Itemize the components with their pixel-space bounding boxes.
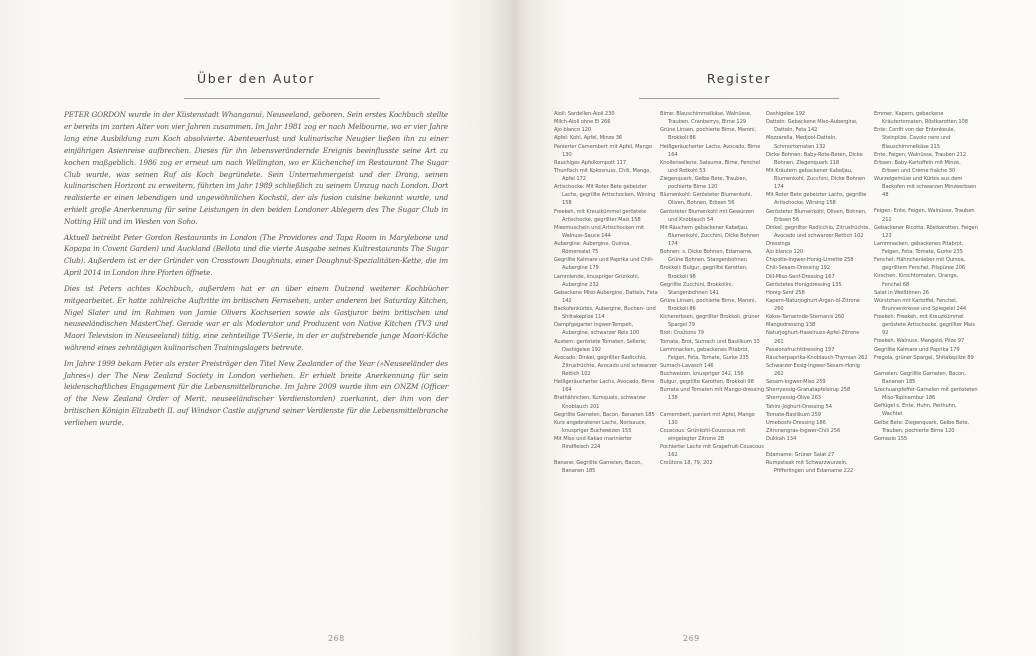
- index-entry: Dressings: [766, 241, 791, 247]
- right-page: [513, 0, 1036, 656]
- index-entry: Ziegenquark, Gelbe Bete, Trauben, pochierte Birne 120: [660, 176, 748, 191]
- index-entry: Gegrillte Garnelen, Bacon, Bananen 185: [554, 411, 655, 418]
- index-entry: Sherryessig-Olive 263: [766, 395, 821, 402]
- index-entry: Lammlende, knuspriger Grünkohl, Aubergine 232: [554, 273, 640, 288]
- index-entry: Brot: Croûtons 79: [660, 330, 704, 337]
- index-entry: Rauchiges Apfelkompott 117: [554, 159, 627, 166]
- index-entry: Thunfisch mit Kokosnuss, Chili, Mango, Apfel 172: [554, 167, 651, 182]
- index-entry: Salat in Weißtönen 26: [874, 289, 929, 296]
- index-entry: Miesmuscheln und Artischocken mit Walnuss-Sauce 144: [554, 224, 645, 239]
- index-entry: Dashigelee 192: [766, 111, 805, 117]
- index-entry: Geflügel s. Ente, Huhn, Perlhuhn, Wachtel: [874, 403, 957, 418]
- index-entry: Heißgeräucherter Lachs, Avocado, Birne 164: [554, 379, 655, 394]
- index-entry: Camembert, paniert mit Apfel, Mango 130: [660, 411, 755, 426]
- index-entry: Edamame: Grüner Salat 27: [766, 452, 835, 459]
- index-letter-gap: [554, 451, 658, 459]
- index-entry: Milch-Aioli ohne Ei 266: [554, 119, 611, 126]
- index-entry: Szechuanpfeffer-Garnelen mit gerösteten Miso-Topinambur 186: [874, 387, 978, 402]
- index-entry: Zitronengras-Ingwer-Chili 256: [766, 427, 841, 434]
- index-entry: Kapern-Naturjoghurt-Argan-öl-Zitrone 260: [766, 297, 860, 312]
- index-entry: Croûtons 18, 79, 202: [660, 460, 713, 467]
- index-column: [874, 110, 978, 443]
- index-entry: Honig-Senf 258: [766, 289, 805, 296]
- index-entry: Banane: Gegrillte Garnelen, Bacon, Bananen 185: [554, 460, 643, 475]
- index-entry: Umeboshi-Dressing 186: [766, 419, 826, 426]
- index-entry: Freekeh, mit Kreuzkümmel geröstete Artischocke, gegrillter Mais 158: [554, 208, 647, 223]
- index-entry: Geröstetes Honigdressing 135: [766, 281, 842, 288]
- index-entry: Passionsfruchtdressing 197: [766, 346, 835, 353]
- author-biography: [64, 109, 448, 433]
- index-entry: Artischocke: Mit Roter Bete gebeizter Lachs, gegrillte Artischocken, Wirsing 158: [554, 184, 656, 207]
- index-entry: Dicke Bohnen: Baby-Rote-Beten, Dicke Bohnen, Ziegenquark 118: [766, 151, 863, 166]
- index-entry: Aubergine: Aubergine, Quinoa, Römersalat 75: [554, 241, 631, 256]
- index-entry: Backofenkürbis, Aubergine, Buchen- und Shiitakepilze 114: [554, 306, 656, 321]
- page-number: 269: [683, 634, 700, 643]
- index-entry: Mit Roter Bete gebeizter Lachs, gegrillte Artischocke, Wirsing 158: [766, 192, 867, 207]
- bio-paragraph: Im Jahre 1999 bekam Peter als erster Preisträger den Titel New Zealander of the Year (»Neuseeländer des Jahres«) der The New Zealand Society in London verliehen. Er erhielt breite Anerkennung für sein leidenschaftliches Engagement für die Lebensmittelbranche. Im Jahre 2009 wurde ihm ein ONZM (Officer of the New Zealand Order of Merit, neuseeländischer Verdienstorden) zuerkannt, der ihm von der britischen Königin Elizabeth II. auf Windsor Castle aufgrund seiner Verdienste für die Lebensmittelbranche verliehen wurde.: [64, 358, 448, 428]
- index-letter-gap: [766, 443, 870, 451]
- index-entry: Mit Miso und Kakao marinierter Rindfleisch 224: [554, 436, 633, 451]
- index-entry: Gegrillte Kalmare und Paprika 179: [874, 346, 960, 353]
- index-entry: Lammnacken, gebackenes Pitabrot, Feigen, Feta, Tomate, Gurke 235: [660, 346, 750, 361]
- index-entry: Grüne Linsen, pochierte Birne, Maroni, Brokkoli 86: [660, 297, 757, 312]
- index-entry: Ajo blanco 120: [554, 127, 592, 134]
- index-entry: Mit Kräutern gebackener Kabeljau, Blumenkohl, Zucchini, Dicke Bohnen 174: [766, 167, 866, 191]
- index-entry: Kirschen, Kirschtomaten, Orange, Fenchel 68: [874, 273, 959, 288]
- index-entry: Freekeh: Freekeh, mit Kreuzkümmel geröstete Artischocke, gegrillter Mais 92: [874, 314, 975, 337]
- bio-paragraph: PETER GORDON wurde in der Küstenstadt Whanganui, Neuseeland, geboren. Sein erstes Kochbuch stellte er bereits im zarten Alter von vier Jahren zusammen. Im Jahr 1981 zog er nach Melbourne, wo er vier Jahre lang eine Ausbildung zum Koch absolvierte. Abenteuerlust und kulinarische Neugier ließen ihn zu einer einjährigen Asienreise aufbrechen. Dieses für ihn lebensverändernde Ereignis beeinflusste seine Art zu kochen maßgeblich. 1986 zog er erneut um nach Wellington, wo er Küchenchef im Restaurant The Sugar Club wurde, was seinen Ruf als Koch begründete. Sein Unternehmergeist und der Drang, seinen kulinarischen Horizont zu erweitern, führten im Jahr 1989 schließlich zu seinem Umzug nach London. Dort realisierte er einen lebendigen und ungewöhnlichen Kochstil, der als fusion cuisine bekannt wurde, und erhielt große Anerkennung für seine Leistungen in den beiden Londoner Ablegern des The Sugar Club in Notting Hill und im Westen von Soho.: [64, 110, 448, 227]
- index-columns: [554, 110, 994, 610]
- index-entry: Ente: Confit von der Entenkeule, Steinpilze, Cavolo nero und Blauschimmelkäse 215: [874, 127, 956, 150]
- index-entry: Emmer, Kapern, gebackene Kräutertomaten, Röstkarotten 108: [874, 111, 968, 126]
- index-column: [766, 110, 870, 476]
- index-entry: Kokos-Tamarinde-Sternanis 260: [766, 314, 845, 321]
- index-entry: Kichererbsen, gegrillter Brokkoli, grüner Spargel 79: [660, 314, 760, 329]
- index-entry: Heißgeräucherter Lachs, Avocado, Birne 164: [660, 143, 761, 158]
- index-entry: Bulgur, gegrillte Karotten, Brokkoli 98: [660, 379, 754, 386]
- index-entry: Brathähnchen, Kumquats, schwarzer Knoblauch 201: [554, 395, 647, 410]
- index-entry: Burrata und Tomaten mit Mango-dressing 138: [660, 387, 764, 402]
- index-entry: Apfel: Kohl, Apfel, Minze 36: [554, 135, 623, 142]
- index-letter-gap: [660, 403, 764, 411]
- index-entry: Buchweizen, knuspriger 142, 156: [660, 371, 744, 377]
- index-entry: Austern: geröstete Tomaten, Sellerie, Dashigelee 192: [554, 338, 647, 353]
- index-entry: Blumenkohl: Gerösteter Blumenkohl, Oliven, Bohnen, Erbsen 56: [660, 192, 752, 207]
- bio-paragraph: Aktuell betreibt Peter Gordon Restaurants in London (The Providores and Tapa Room in Marylebone und Kopapa in Covent Garden) und Auckland (Bellota und die vierte Ausgabe seines Kultrestaurants The Sugar Club). Außerdem ist er der Gründer von Crosstown Doughnuts, einer Doughnut-Spezialitäten-Kette, die im April 2014 in London ihre Pforten öffnete.: [64, 232, 448, 278]
- index-entry: Datteln: Gebackene Miso-Aubergine, Datteln, Feta 142: [766, 119, 858, 134]
- index-entry: Birne: Blauschimmelkäse, Walnüsse, Trauben, Cranberrys, Birne 129: [660, 111, 752, 126]
- index-entry: Dinkel, gegrillter Radicchio, Zitrusfrüchte, Avocado und schwarzer Rettich 102: [766, 224, 870, 239]
- index-column: [554, 110, 658, 476]
- index-column: [660, 110, 764, 467]
- index-entry: Gerösteter Blumenkohl, Oliven, Bohnen, Erbsen 56: [766, 208, 867, 223]
- index-entry: Kurz angebratener Lachs, Norisauce, knuspriger Buchweizen 155: [554, 419, 647, 434]
- index-entry: Brokkoli: Bulgur, gegrillte Karotten, Brokkoli 98: [660, 265, 748, 280]
- index-letter-gap: [874, 199, 978, 207]
- index-entry: Rumpsteak mit Schwarzwurzeln, Pfifferlingen und Edamame 222: [766, 460, 854, 475]
- index-entry: Ajo blanco 120: [766, 249, 804, 256]
- index-entry: Dukkah 134: [766, 436, 797, 442]
- index-entry: Fregola, grüner Spargel, Shitakepilze 89: [874, 354, 974, 361]
- index-entry: Gebackener Ricotta, Röstkarotten, Feigen 123: [874, 224, 978, 239]
- index-entry: Sumach-Lavasch 146: [660, 362, 714, 369]
- index-entry: Wurzelgemüse und Kürbis aus dem Backofen mit schwarzen Minzeerbsen 48: [874, 176, 977, 199]
- index-entry: Dill-Miso-Senf-Dressing 167: [766, 273, 835, 280]
- index-entry: Sherryessig-Granatapfelsirup 258: [766, 387, 851, 394]
- index-entry: Bohnen: s. Dicke Bohnen, Edamame, Grüne Bohnen, Stangenbohnen: [660, 249, 753, 264]
- index-entry: Aioli: Sardellen-Aioli 230: [554, 111, 615, 117]
- index-entry: Gerösteter Blumenkohl mit Gewürzen und Knoblauch 54: [660, 208, 755, 223]
- index-entry: Couscous: Grünkohl-Couscous mit eingelegter Zitrone 28: [660, 427, 746, 442]
- index-entry: Würstchen mit Kartoffel, Fenchel, Brunnenkresse und Spiegelei 244: [874, 297, 967, 312]
- page-heading: Über den Autor: [197, 71, 315, 86]
- index-entry: Garnelen: Gegrillte Garnelen, Bacon, Bananen 185: [874, 370, 966, 385]
- index-entry: Gomasio 155: [874, 435, 908, 442]
- index-entry: Fenchel: Hähnchenleber mit Quinoa, gegrilltem Fenchel, Pilspüree 206: [874, 257, 966, 272]
- page-number: 268: [328, 634, 345, 643]
- index-entry: Tahini-Joghurt-Dressing 54: [766, 403, 832, 410]
- index-entry: Räucherpaprika-Knoblauch-Thymian 262: [766, 354, 868, 361]
- index-entry: Ente, Feigen, Walnüsse, Trauben 212: [874, 151, 967, 158]
- index-entry: Mozzarella, Medjool-Datteln, Schmortomaten 132: [766, 135, 837, 150]
- index-entry: Tomate-Basilikum 259: [766, 411, 821, 418]
- index-entry: Mangodressing 138: [766, 322, 816, 329]
- left-page: [0, 0, 513, 656]
- index-entry: Feigen: Ente, Feigen, Walnüsse, Trauben 212: [874, 208, 975, 223]
- index-entry: Erbsen: Baby-Kartoffeln mit Minze, Erbsen und Crème fraîche 30: [874, 159, 961, 174]
- index-entry: Tomate, Brot, Sumach und Basilikum 33: [660, 338, 760, 345]
- index-entry: Pochierter Lachs mit Grapefruit-Couscous 162: [660, 444, 764, 459]
- index-entry: Freekeh, Walnuss, Mangold, Pilze 97: [874, 338, 965, 345]
- index-entry: Grüne Linsen, pochierte Birne, Maroni, Brokkoli 86: [660, 127, 757, 142]
- index-entry: Avocado: Dinkel, gegrillter Radicchio, Zitrusfrüchte, Avocado und schwarzer Rettich 102: [554, 354, 657, 377]
- index-entry: Panierter Camembert mit Apfel, Mango 130: [554, 143, 652, 158]
- index-entry: Gelbe Bete: Ziegenquark, Gelbe Bete, Trauben, pochierte Birne 120: [874, 419, 969, 434]
- index-entry: Mit Räuchern gebackener Kabeljau, Blumenkohl, Zucchini, Dicke Bohnen 174: [660, 224, 760, 247]
- index-entry: Lammnacken, gebackenes Pitabrot, Feigen, Feta, Tomate, Gurke 235: [874, 240, 964, 255]
- index-entry: Knollensellerie, Satsuma, Birne, Fenchel und Rotkohl 53: [660, 159, 760, 174]
- page-heading: Register: [706, 71, 772, 86]
- index-entry: Sesam-Ingwer-Miso 259: [766, 379, 826, 386]
- index-entry: Gebackene Miso-Aubergine, Datteln, Feta 142: [554, 289, 658, 304]
- index-entry: Schwarzer-Essig-Ingwer-Sesam-Honig 262: [766, 362, 860, 377]
- index-entry: Chipotle-Ingwer-Honig-Limette 258: [766, 257, 854, 264]
- index-entry: Gegrillte Zucchini, Brokkolini, Stangenbohnen 141: [660, 281, 733, 296]
- index-entry: Dampfgegarter Ingwer-Tempeh, Aubergine, schwarzer Reis 100: [554, 322, 640, 337]
- index-letter-gap: [874, 362, 978, 370]
- index-entry: Chili-Sesam-Dressing 192: [766, 265, 831, 272]
- heading-rule: [639, 98, 839, 99]
- heading-rule: [184, 98, 380, 99]
- bio-paragraph: Dies ist Peters achtes Kochbuch, außerdem hat er an über einem Dutzend weiterer Kochbücher mitgearbeitet. Er hatte zahlreiche Auftritte im britischen Fernsehen, unter anderem bei Saturday Kitchen, Nigel Slater und im Rahmen von Jamie Olivers Kochserien sowie als Gastjuror beim britischen und neuseeländischen MasterChef. Gerade war er als Moderator und Produzent von Native Kitchen (TV3 und Maori Television in Neuseeland) tätig, eine zehnteilige TV-Serie, in der er aufstrebende junge Maori-Köche während eines zehntägigen kulinarischen Trainingslagers betreute.: [64, 283, 448, 353]
- index-entry: Gegrillte Kalmare und Paprika und Chili-Aubergine 179: [554, 257, 654, 272]
- index-entry: Naturjoghurt-Haselnuss-Apfel-Zitrone 261: [766, 330, 860, 345]
